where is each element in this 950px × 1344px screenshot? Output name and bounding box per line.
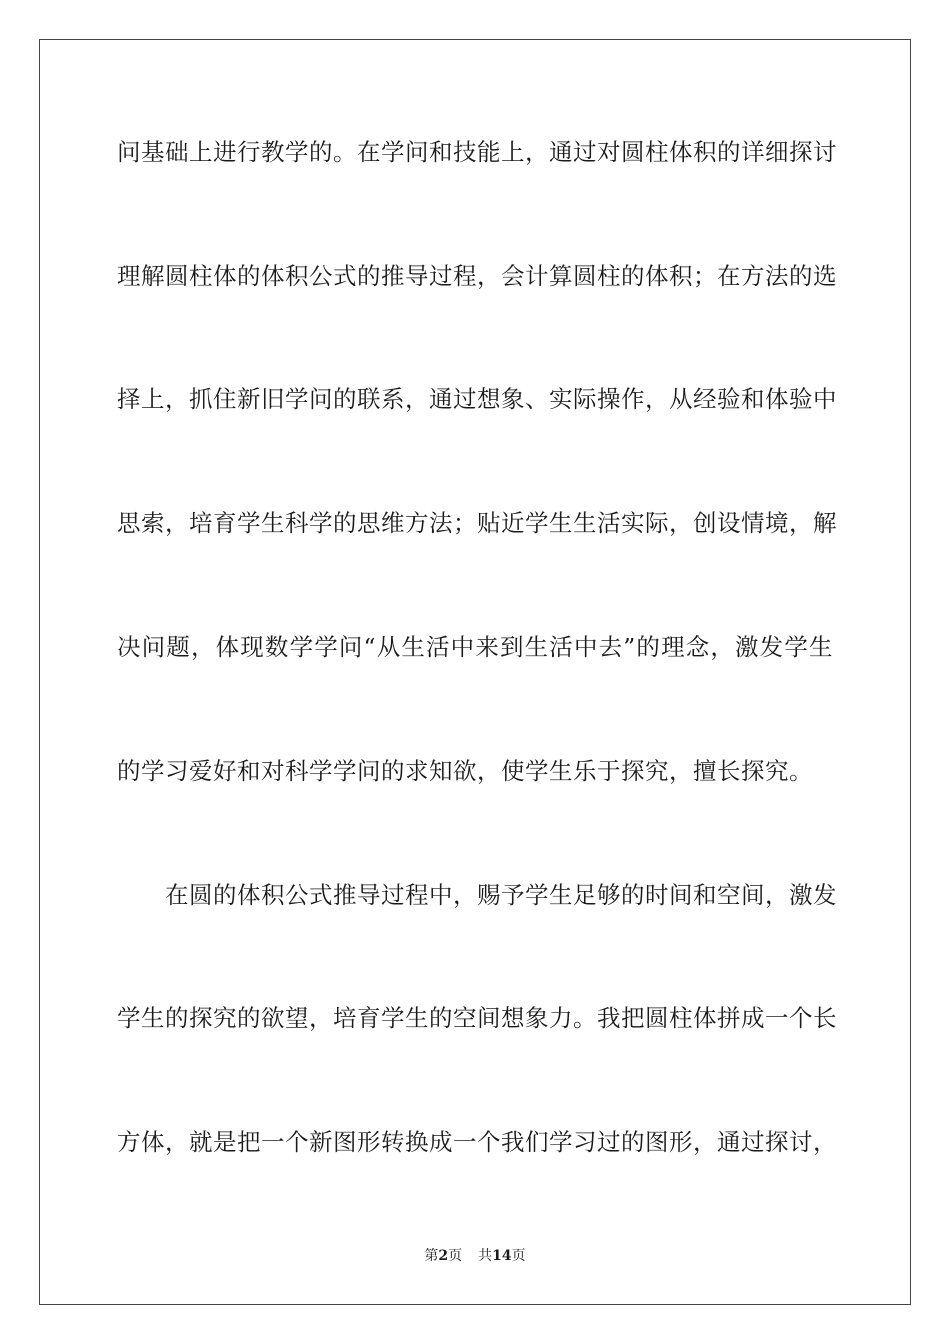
body-text-line-9: 方体，就是把一个新图形转换成一个我们学习过的图形，通过探讨， — [117, 1128, 837, 1156]
body-text-line-6: 的学习爱好和对科学学问的求知欲，使学生乐于探究，擅长探究。 — [117, 757, 813, 785]
footer-page-total: 14 — [492, 1248, 512, 1264]
footer-total-unit: 页 — [511, 1248, 526, 1264]
body-text-line-3: 择上，抓住新旧学问的联系，通过想象、实际操作，从经验和体验中 — [117, 385, 837, 413]
footer-page-current: 2 — [438, 1248, 449, 1264]
body-text-line-1: 问基础上进行教学的。在学问和技能上，通过对圆柱体积的详细探讨 — [117, 138, 837, 166]
body-text-line-7: 在圆的体积公式推导过程中，赐予学生足够的时间和空间，激发 — [165, 881, 837, 909]
body-text-line-5: 决问题，体现数学学问“从生活中来到生活中去”的理念，激发学生 — [117, 633, 833, 661]
footer-total-prefix: 共 — [478, 1248, 493, 1264]
body-text-line-2: 理解圆柱体的体积公式的推导过程，会计算圆柱的体积；在方法的选 — [117, 262, 837, 290]
footer-page-prefix: 第 — [424, 1248, 439, 1264]
page-border — [39, 39, 911, 1305]
page-footer — [0, 1247, 950, 1265]
footer-page-unit: 页 — [448, 1248, 463, 1264]
body-text-line-8: 学生的探究的欲望，培育学生的空间想象力。我把圆柱体拼成一个长 — [117, 1004, 837, 1032]
body-text-line-4: 思索，培育学生科学的思维方法；贴近学生生活实际，创设情境，解 — [117, 509, 837, 537]
